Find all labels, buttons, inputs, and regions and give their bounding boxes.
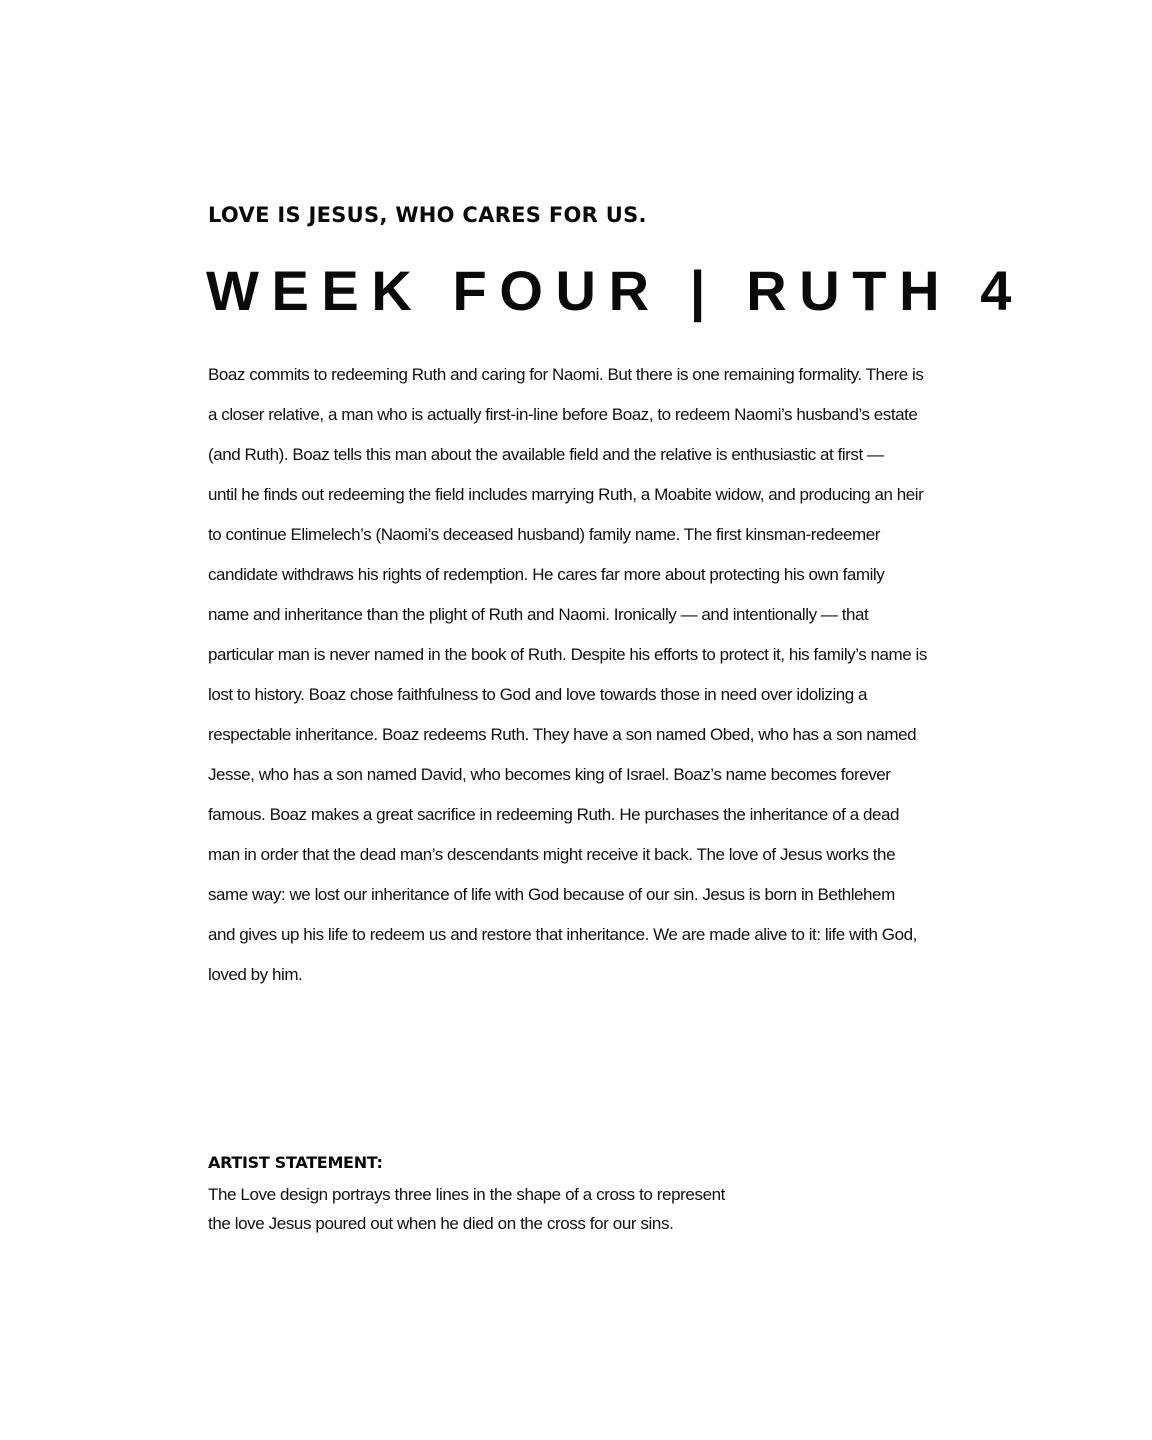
body-line: respectable inheritance. Boaz redeems Ruth. They have a son named Obed, who has a son named (208, 725, 917, 744)
artist-statement-line: the love Jesus poured out when he died on the cross for our sins. (208, 1214, 674, 1233)
body-line: name and inheritance than the plight of Ruth and Naomi. Ironically — and intentionally — that (208, 605, 869, 624)
body-line: famous. Boaz makes a great sacrifice in redeeming Ruth. He purchases the inheritance of a dead (208, 805, 899, 824)
body-line: until he finds out redeeming the field includes marrying Ruth, a Moabite widow, and producing an heir (208, 485, 924, 504)
artist-statement-text (208, 1180, 725, 1238)
body-paragraph (208, 355, 953, 995)
body-line: lost to history. Boaz chose faithfulness to God and love towards those in need over idolizing a (208, 685, 868, 704)
artist-statement-line: The Love design portrays three lines in the shape of a cross to represent (208, 1185, 726, 1204)
body-line: man in order that the dead man’s descendants might receive it back. The love of Jesus works the (208, 845, 896, 864)
body-line: particular man is never named in the book of Ruth. Despite his efforts to protect it, his family’s name is (208, 645, 927, 664)
tagline: LOVE IS JESUS, WHO CARES FOR US. (208, 203, 647, 227)
body-line: loved by him. (208, 965, 303, 984)
artist-statement-heading: ARTIST STATEMENT: (208, 1153, 383, 1172)
body-line: to continue Elimelech’s (Naomi’s deceased husband) family name. The first kinsman-redeemer (208, 525, 880, 544)
body-line: (and Ruth). Boaz tells this man about the available field and the relative is enthusiastic at first — (208, 445, 884, 464)
page-title: WEEK FOUR | RUTH 4 (206, 259, 1025, 322)
body-line: a closer relative, a man who is actually first-in-line before Boaz, to redeem Naomi’s husband’s estate (208, 405, 918, 424)
body-line: candidate withdraws his rights of redemption. He cares far more about protecting his own family (208, 565, 885, 584)
body-line: Jesse, who has a son named David, who becomes king of Israel. Boaz’s name becomes forever (208, 765, 891, 784)
body-line: and gives up his life to redeem us and restore that inheritance. We are made alive to it: life with God, (208, 925, 917, 944)
body-line: same way: we lost our inheritance of life with God because of our sin. Jesus is born in Bethlehem (208, 885, 895, 904)
body-line: Boaz commits to redeeming Ruth and caring for Naomi. But there is one remaining formality. There is (208, 365, 924, 384)
